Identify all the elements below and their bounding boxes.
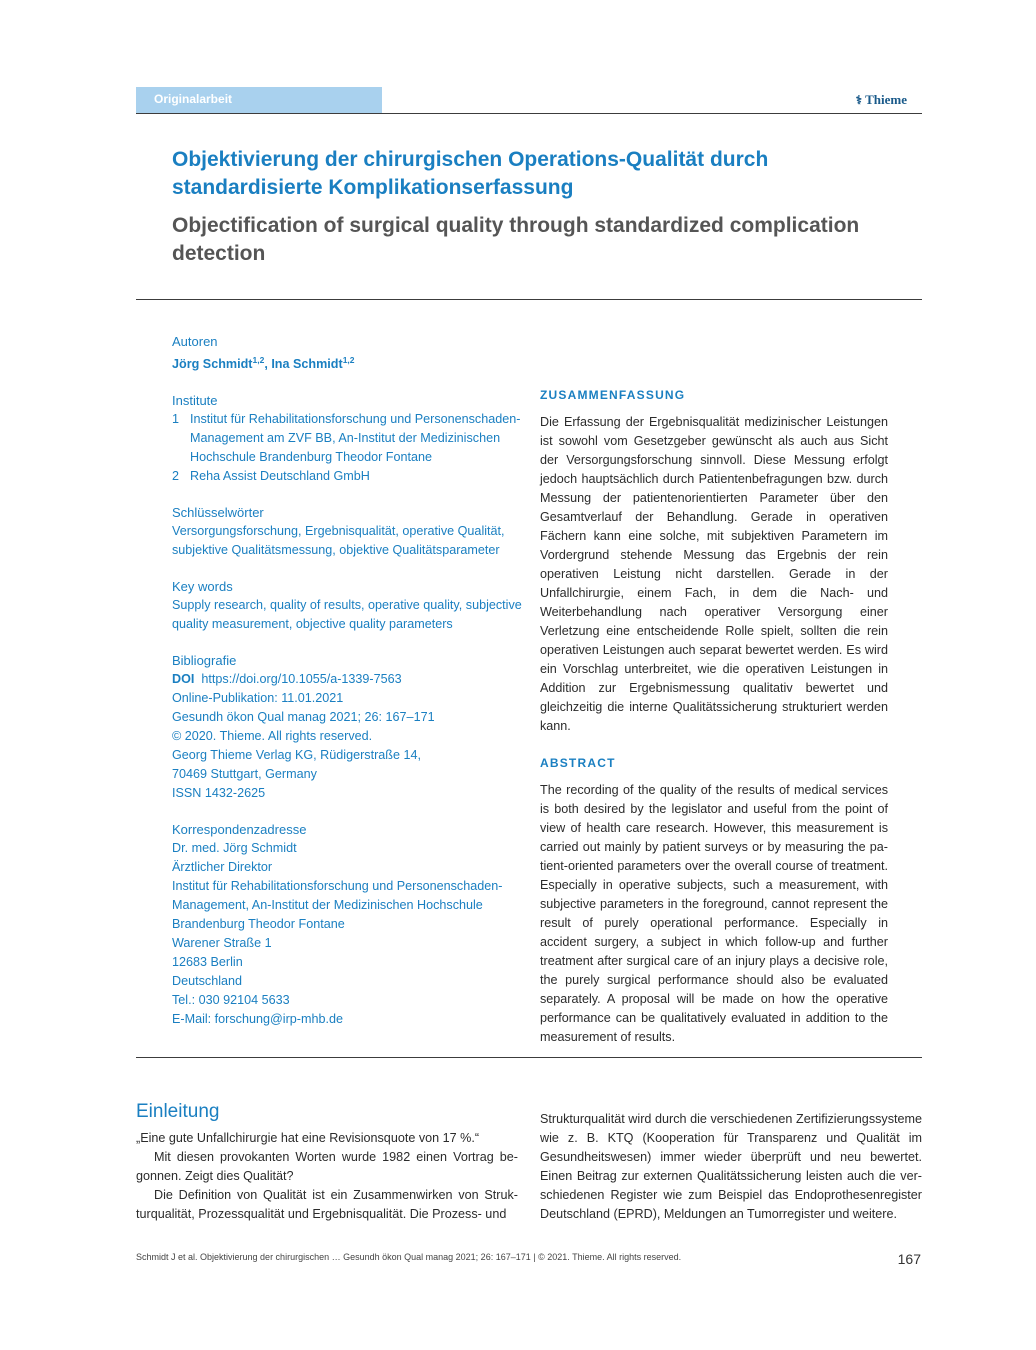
section-tag: Originalarbeit — [136, 87, 382, 113]
correspondence-heading: Korrespondenzadresse — [172, 822, 307, 838]
institute-item — [172, 467, 522, 486]
correspondence-line: Ärztlicher Direktor — [172, 860, 273, 875]
bibliography-block — [172, 651, 522, 803]
issn: ISSN 1432-2625 — [172, 786, 266, 801]
correspondence-line: Dr. med. Jörg Schmidt — [172, 841, 297, 856]
institute-text: Institut für Rehabilitationsforschung und Personenschaden-Management am ZVF BB, An-Institut der Medizinischen Hochschule Brandenburg Theodor Fontane — [190, 412, 521, 465]
correspondence-line: Institut für Rehabilitationsforschung und Personenschaden-Management, An-Institut der Medizinischen Hochschule Brandenburg Theodor Fontane — [172, 879, 503, 932]
body-column-left — [136, 1129, 518, 1224]
page-number: 167 — [897, 1251, 921, 1267]
correspondence-line: Deutschland — [172, 974, 243, 989]
institute-text: Reha Assist Deutschland GmbH — [190, 469, 370, 484]
publisher-address-2: 70469 Stuttgart, Germany — [172, 767, 317, 782]
metadata-column — [172, 332, 522, 1046]
page-footer: Schmidt J et al. Objektivierung der chirurgischen … Gesundh ökon Qual manag 2021; 26: 167–171 | © 2021. Thieme. All rights reserved. — [136, 1252, 682, 1262]
institute-number: 2 — [172, 469, 180, 484]
correspondence-line: Tel.: 030 92104 5633 — [172, 993, 290, 1008]
publisher-name: Thieme — [865, 92, 907, 107]
header-rule — [136, 113, 922, 114]
keywords-de-text: Versorgungsforschung, Ergebnisqualität, operative Qualität, subjektive Qualitätsmessung, objektive Qualitätsparameter — [172, 524, 505, 558]
author-2: Ina Schmidt — [271, 357, 343, 372]
body-paragraph: Mit diesen provokanten Worten wurde 1982 einen Vortrag begonnen. Zeigt dies Qualität? — [136, 1150, 518, 1183]
title-german: Objektivierung der chirurgischen Operations-Qualität durch standardisierte Komplikationserfassung — [172, 148, 769, 199]
bibliography-heading: Bibliografie — [172, 653, 237, 669]
doi-line — [172, 670, 522, 689]
zusammenfassung-text: Die Erfassung der Ergebnisqualität medizinischer Leistungen ist sowohl vom Gesetzgeber gewünscht als auch aus Sicht der Versorgungsforschung sinnvoll. Diese Messung erfolgt jedoch hauptsächlich durch Patientenbefragungen bzw. durch Messung der patientenorientierten Parameter über den Gesamtverlauf der Behandlung. Gerade in operativen Fächern kann eine solche, mit subjektiven Parametern im Vordergrund stehende Messung das Ergebnis der rein operativen Leistung nicht darstellen. Gerade in der Unfallchirurgie, einem Fach, in dem die Nach- und Weiterbehandlung nach operativer Versorgung einer Verletzung eine entscheidende Rolle spielt, sollten die rein operativen Leistungen auch separat bewertet werden. Es wird ein Vorschlag unterbreitet, wie die operativen Leistungen in Addition zur Ergebnismessung qualitativ bewertet und gleichzeitig die interne Qualitätssicherung strukturiert werden kann. — [540, 415, 888, 733]
institute-number: 1 — [172, 412, 180, 427]
institutes-block — [172, 391, 522, 486]
abstract-rule — [136, 1057, 922, 1058]
online-publication: Online-Publikation: 11.01.2021 — [172, 691, 344, 706]
keywords-en-block — [172, 577, 522, 634]
doi-label: DOI — [172, 672, 195, 687]
doi-link[interactable]: https://doi.org/10.1055/a-1339-7563 — [201, 672, 402, 687]
title-english: Objectification of surgical quality through standardized complication detection — [172, 214, 860, 265]
copyright: © 2020. Thieme. All rights reserved. — [172, 729, 373, 744]
abstract-heading: ABSTRACT — [540, 756, 616, 770]
publisher-logo — [856, 92, 907, 108]
author-2-affil: 1,2 — [342, 355, 355, 365]
author-1-affil: 1,2 — [252, 355, 265, 365]
section-heading-einleitung: Einleitung — [136, 1101, 220, 1122]
authors-block — [172, 332, 522, 374]
thieme-logo-icon: ⚕ — [855, 93, 863, 107]
authors-heading: Autoren — [172, 334, 218, 349]
author-1: Jörg Schmidt — [172, 357, 253, 372]
keywords-en-heading: Key words — [172, 579, 233, 595]
correspondence-email[interactable]: E-Mail: forschung@irp-mhb.de — [172, 1012, 343, 1027]
publisher-address-1: Georg Thieme Verlag KG, Rüdigerstraße 14, — [172, 748, 421, 763]
correspondence-line: Warener Straße 1 — [172, 936, 272, 951]
body-paragraph: „Eine gute Unfallchirurgie hat eine Revisionsquote von 17 %.“ — [136, 1131, 480, 1145]
correspondence-line: 12683 Berlin — [172, 955, 243, 970]
author-separator: , — [264, 357, 272, 372]
institutes-heading: Institute — [172, 393, 218, 409]
body-column-right: Strukturqualität wird durch die verschiedenen Zertifizierungssysteme wie z. B. KTQ (Kooperation für Transparenz und Qualität im Gesundheitswesen) immer wieder überprüft und neu bewertet. Einen Beitrag zur externen Qualitätssicherung leisten auch die verschiedenen Register wie zum Beispiel das Endoprothesenregister Deutschland (EPRD), Meldungen an Tumorregister und weitere. — [540, 1112, 922, 1221]
zusammenfassung-heading: ZUSAMMENFASSUNG — [540, 388, 686, 402]
body-paragraph: Die Definition von Qualität ist ein Zusammenwirken von Strukturqualität, Prozessqualität und Ergebnisqualität. Die Prozess- und — [136, 1188, 518, 1221]
journal-citation: Gesundh ökon Qual manag 2021; 26: 167–171 — [172, 710, 435, 725]
keywords-en-text: Supply research, quality of results, operative quality, subjective quality measurement, objective quality parameters — [172, 598, 522, 632]
institute-item — [172, 410, 522, 467]
keywords-de-block — [172, 503, 522, 560]
title-rule — [136, 299, 922, 300]
correspondence-block — [172, 820, 522, 1029]
abstract-column — [540, 386, 888, 1065]
keywords-de-heading: Schlüsselwörter — [172, 505, 264, 521]
authors-list — [172, 351, 522, 374]
abstract-text: The recording of the quality of the results of medical services is both desired by the legislator and useful from the point of view of health care research. However, this measurement is carried out mainly by patient surveys or by measuring the patient-oriented parameters over the overall course of treatment. Especially in operative subjects, such a measurement, with subjective parameters in the foreground, cannot represent the result of purely operational performance. Especially in accident surgery, a subject in which follow-up and further treatment after surgical care of an injury plays a decisive role, the purely surgical performance should also be evaluated separately. A proposal will be made on how the operative performance can be qualitatively evaluated in addition to the measurement of results. — [540, 783, 888, 1044]
